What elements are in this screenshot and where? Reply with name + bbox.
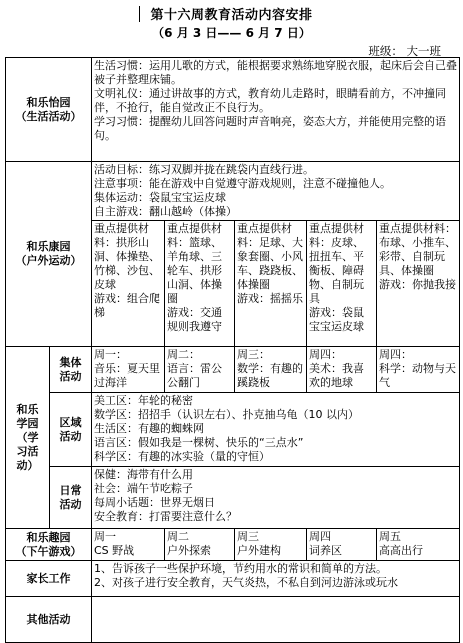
life-line: 学习习惯：提醒幼儿回答问题时声音响亮，姿态大方，并能使用完整的语句。: [94, 115, 446, 142]
label-parents: 家长工作: [6, 561, 92, 597]
content-other: [92, 597, 460, 643]
daily-line: 每周小话题：世界无烟日: [94, 496, 215, 509]
afternoon-cell: 周四 词养区: [307, 529, 377, 561]
content-area: [92, 393, 460, 467]
area-line: 数学区：招招手（认识左右）、扑克抽乌龟（10 以内）: [94, 408, 359, 421]
label-study: 和乐 学园 （学 习活 动）: [6, 347, 50, 529]
group-cell: 周四： 美术：我喜欢的地球: [307, 347, 377, 393]
row-other: [6, 597, 460, 643]
life-line: 生活习惯：运用儿歌的方式，能根据要求熟练地穿脱衣服，起床后会自己叠被子并整理床铺。: [94, 59, 457, 86]
area-line: 科学区：有趣的冰实验（量的守恒）: [94, 450, 270, 463]
afternoon-cell: 周二 户外探索: [165, 529, 235, 561]
label-daily-activity: 日常 活动: [50, 467, 92, 529]
outdoor-cell: 重点提供材料：皮球、扭扭车、平衡板、障碍物、自制玩具 游戏：袋鼠宝宝运皮球: [307, 221, 377, 347]
row-afternoon: [6, 529, 460, 561]
content-parents: [92, 561, 460, 597]
label-group-activity: 集体 活动: [50, 347, 92, 393]
class-label: 班级： 大一班: [368, 44, 441, 58]
label-area-activity: 区域 活动: [50, 393, 92, 467]
life-line: 文明礼仪：通过讲故事的方式，教育幼儿走路时，眼睛看前方，不冲撞同伴，不抢行，能自觉改正不良行为。: [94, 87, 446, 114]
group-cell: 周四： 科学：动物与天气: [377, 347, 460, 393]
afternoon-cell: 周一 CS 野战: [92, 529, 165, 561]
outdoor-cell: 重点提供材料：拱形山洞、体操垫、竹梯、沙包、皮球 游戏：组合爬梯: [92, 221, 165, 347]
schedule-table: [5, 57, 460, 643]
area-line: 语言区：假如我是一棵树、快乐的“三点水”: [94, 436, 304, 449]
outdoor-cell: 重点提供材料：布球、小推车、彩带、自制玩具、体操圈 游戏：你抛我接: [377, 221, 460, 347]
label-afternoon: 和乐趣园 （下午游戏）: [6, 529, 92, 561]
daily-line: 保健：海带有什么用: [94, 468, 193, 481]
area-line: 美工区：年轮的秘密: [94, 394, 193, 407]
outdoor-line: 自主游戏：翻山越岭（体操）: [94, 205, 237, 218]
row-parents: [6, 561, 460, 597]
daily-line: 社会：端午节吃粽子: [94, 482, 193, 495]
row-life: [6, 58, 460, 162]
label-outdoor: 和乐康园 （户外运动）: [6, 162, 92, 347]
outdoor-line: 注意事项：能在游戏中自觉遵守游戏规则，注意不碰撞他人。: [94, 177, 391, 190]
label-other: 其他活动: [6, 597, 92, 643]
group-cell: 周三： 数学：有趣的蹊跷板: [235, 347, 307, 393]
date-range: （6 月 3 日—— 6 月 7 日）: [152, 26, 311, 40]
group-cell: 周二： 语言：雷公公翻门: [165, 347, 235, 393]
daily-line: 安全教育：打雷要注意什么？: [94, 510, 237, 523]
content-outdoor: [92, 162, 460, 221]
content-daily: [92, 467, 460, 529]
parents-line: 1、告诉孩子一些保护环境，节约用水的常识和简单的方法。: [94, 562, 387, 575]
label-life: 和乐怡园 （生活活动）: [6, 58, 92, 162]
outdoor-cell: 重点提供材料：足球、大象套圈、小风车、跷跷板、体操圈 游戏：摇摇乐: [235, 221, 307, 347]
outdoor-line: 活动目标：练习双脚并拢在跳袋内直线行进。: [94, 163, 314, 176]
row-study-area: [6, 393, 460, 467]
page-title: 第十六周教育活动内容安排: [150, 8, 313, 23]
afternoon-cell: 周五 高高出行: [377, 529, 460, 561]
row-study-daily: [6, 467, 460, 529]
row-outdoor-text: [6, 162, 460, 221]
outdoor-cell: 重点提供材料：篮球、羊角球、三轮车、拱形山洞、体操圈 游戏：交通规则我遵守: [165, 221, 235, 347]
parents-line: 2、对孩子进行安全教育，天气炎热，不私自到河边游泳或玩水: [94, 576, 398, 589]
outdoor-line: 集体运动：袋鼠宝宝运皮球: [94, 191, 226, 204]
afternoon-cell: 周三 户外建构: [235, 529, 307, 561]
row-study-group: [6, 347, 460, 393]
group-cell: 周一： 音乐：夏天里过海洋: [92, 347, 165, 393]
area-line: 生活区：有趣的蜘蛛网: [94, 422, 204, 435]
content-life: [92, 58, 460, 162]
